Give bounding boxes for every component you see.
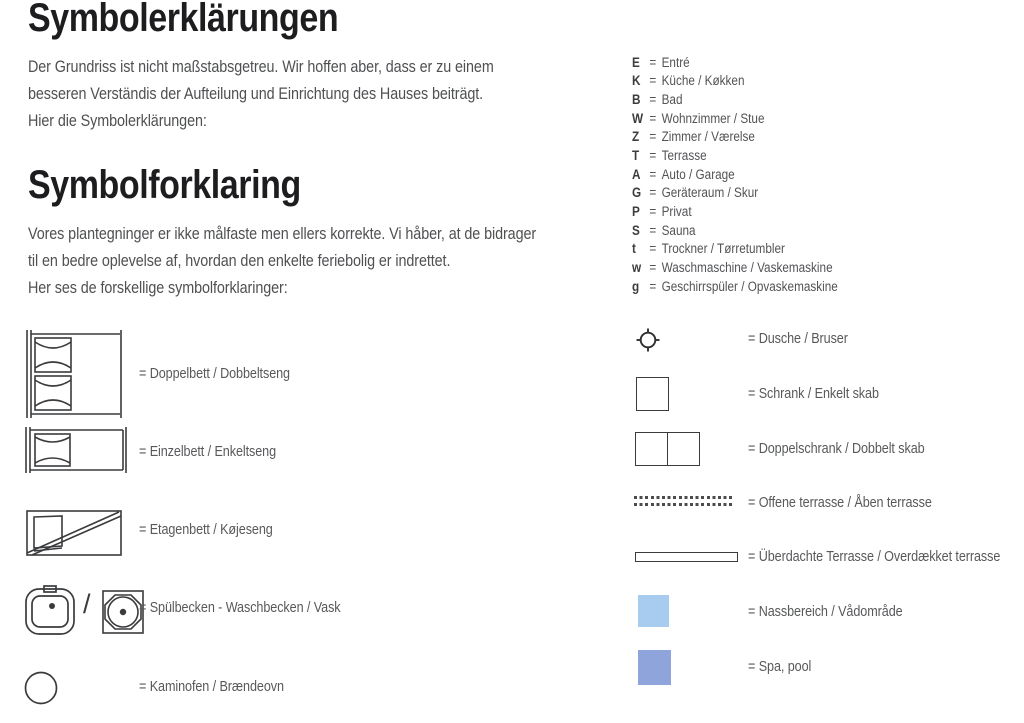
kitchen-sink-icon bbox=[24, 584, 76, 636]
single-bed-label: = Einzelbett / Enkeltseng bbox=[139, 444, 277, 460]
spa-pool-label: = Spa, pool bbox=[748, 659, 812, 675]
covered-terrace-label: = Überdachte Terrasse / Overdækket terrasse bbox=[748, 549, 1001, 565]
single-wardrobe-icon bbox=[636, 377, 669, 411]
letter-code-row: E = Entré bbox=[632, 54, 690, 70]
letter-code-row: P = Privat bbox=[632, 203, 692, 219]
single-wardrobe-label: = Schrank / Enkelt skab bbox=[748, 386, 879, 402]
shower-label: = Dusche / Bruser bbox=[748, 331, 848, 347]
wood-stove-label: = Kaminofen / Brændeovn bbox=[139, 679, 284, 695]
sink-separator: / bbox=[83, 589, 91, 619]
danish-intro-line-2: til en bedre oplevelse af, hvordan den enkelte feriebolig er indrettet. bbox=[28, 252, 451, 270]
page-title-danish: Symbolforklaring bbox=[28, 163, 301, 207]
letter-code-row: K = Küche / Køkken bbox=[632, 73, 745, 89]
wood-stove-icon bbox=[24, 671, 58, 705]
letter-code-row: w = Waschmaschine / Vaskemaskine bbox=[632, 259, 833, 275]
covered-terrace-icon bbox=[635, 552, 738, 562]
danish-title-wrap bbox=[28, 163, 349, 208]
german-intro-line-1: Der Grundriss ist nicht maßstabsgetreu. Wir hoffen aber, dass er zu einem bbox=[28, 58, 494, 76]
letter-code-row: g = Geschirrspüler / Opvaskemaskine bbox=[632, 278, 838, 294]
double-wardrobe-divider bbox=[636, 433, 668, 465]
letter-code-row: G = Geräteraum / Skur bbox=[632, 185, 759, 201]
german-title-wrap bbox=[28, 0, 393, 41]
danish-intro bbox=[28, 221, 612, 302]
bunk-bed-label: = Etagenbett / Køjeseng bbox=[139, 522, 273, 538]
page-title-german: Symbolerklärungen bbox=[28, 0, 339, 40]
danish-intro-line-3: Her ses de forskellige symbolforklaringer: bbox=[28, 279, 288, 297]
letter-code-row: t = Trockner / Tørretumbler bbox=[632, 241, 785, 257]
open-terrace-dots-row1 bbox=[634, 496, 733, 499]
letter-code-row: B = Bad bbox=[632, 92, 683, 108]
double-wardrobe-icon bbox=[635, 432, 700, 466]
wet-area-icon bbox=[638, 595, 669, 627]
open-terrace-icon bbox=[634, 496, 733, 506]
german-intro-line-3: Hier die Symbolerklärungen: bbox=[28, 112, 207, 130]
open-terrace-dots-row2 bbox=[634, 503, 733, 506]
single-bed-icon bbox=[24, 427, 130, 473]
german-intro bbox=[28, 54, 563, 135]
double-bed-icon bbox=[25, 330, 125, 418]
letter-code-row: Z = Zimmer / Værelse bbox=[632, 129, 755, 145]
german-intro-line-2: besseren Verständis der Aufteilung und Einrichtung des Hauses beiträgt. bbox=[28, 85, 484, 103]
bunk-bed-icon bbox=[25, 507, 123, 557]
wet-area-label: = Nassbereich / Vådområde bbox=[748, 604, 903, 620]
letter-code-row: T = Terrasse bbox=[632, 148, 707, 164]
open-terrace-label: = Offene terrasse / Åben terrasse bbox=[748, 495, 932, 511]
spa-pool-icon bbox=[638, 650, 671, 685]
letter-code-row: A = Auto / Garage bbox=[632, 166, 735, 182]
shower-icon bbox=[636, 328, 660, 352]
double-bed-label: = Doppelbett / Dobbeltseng bbox=[139, 366, 290, 382]
danish-intro-line-1: Vores plantegninger er ikke målfaste men ellers korrekte. Vi håber, at de bidrager bbox=[28, 225, 537, 243]
letter-code-list bbox=[632, 53, 838, 295]
double-wardrobe-label: = Doppelschrank / Dobbelt skab bbox=[748, 441, 925, 457]
sink-label: = Spülbecken - Waschbecken / Vask bbox=[139, 600, 341, 616]
letter-code-row: W = Wohnzimmer / Stue bbox=[632, 110, 765, 126]
letter-code-row: S = Sauna bbox=[632, 222, 696, 238]
